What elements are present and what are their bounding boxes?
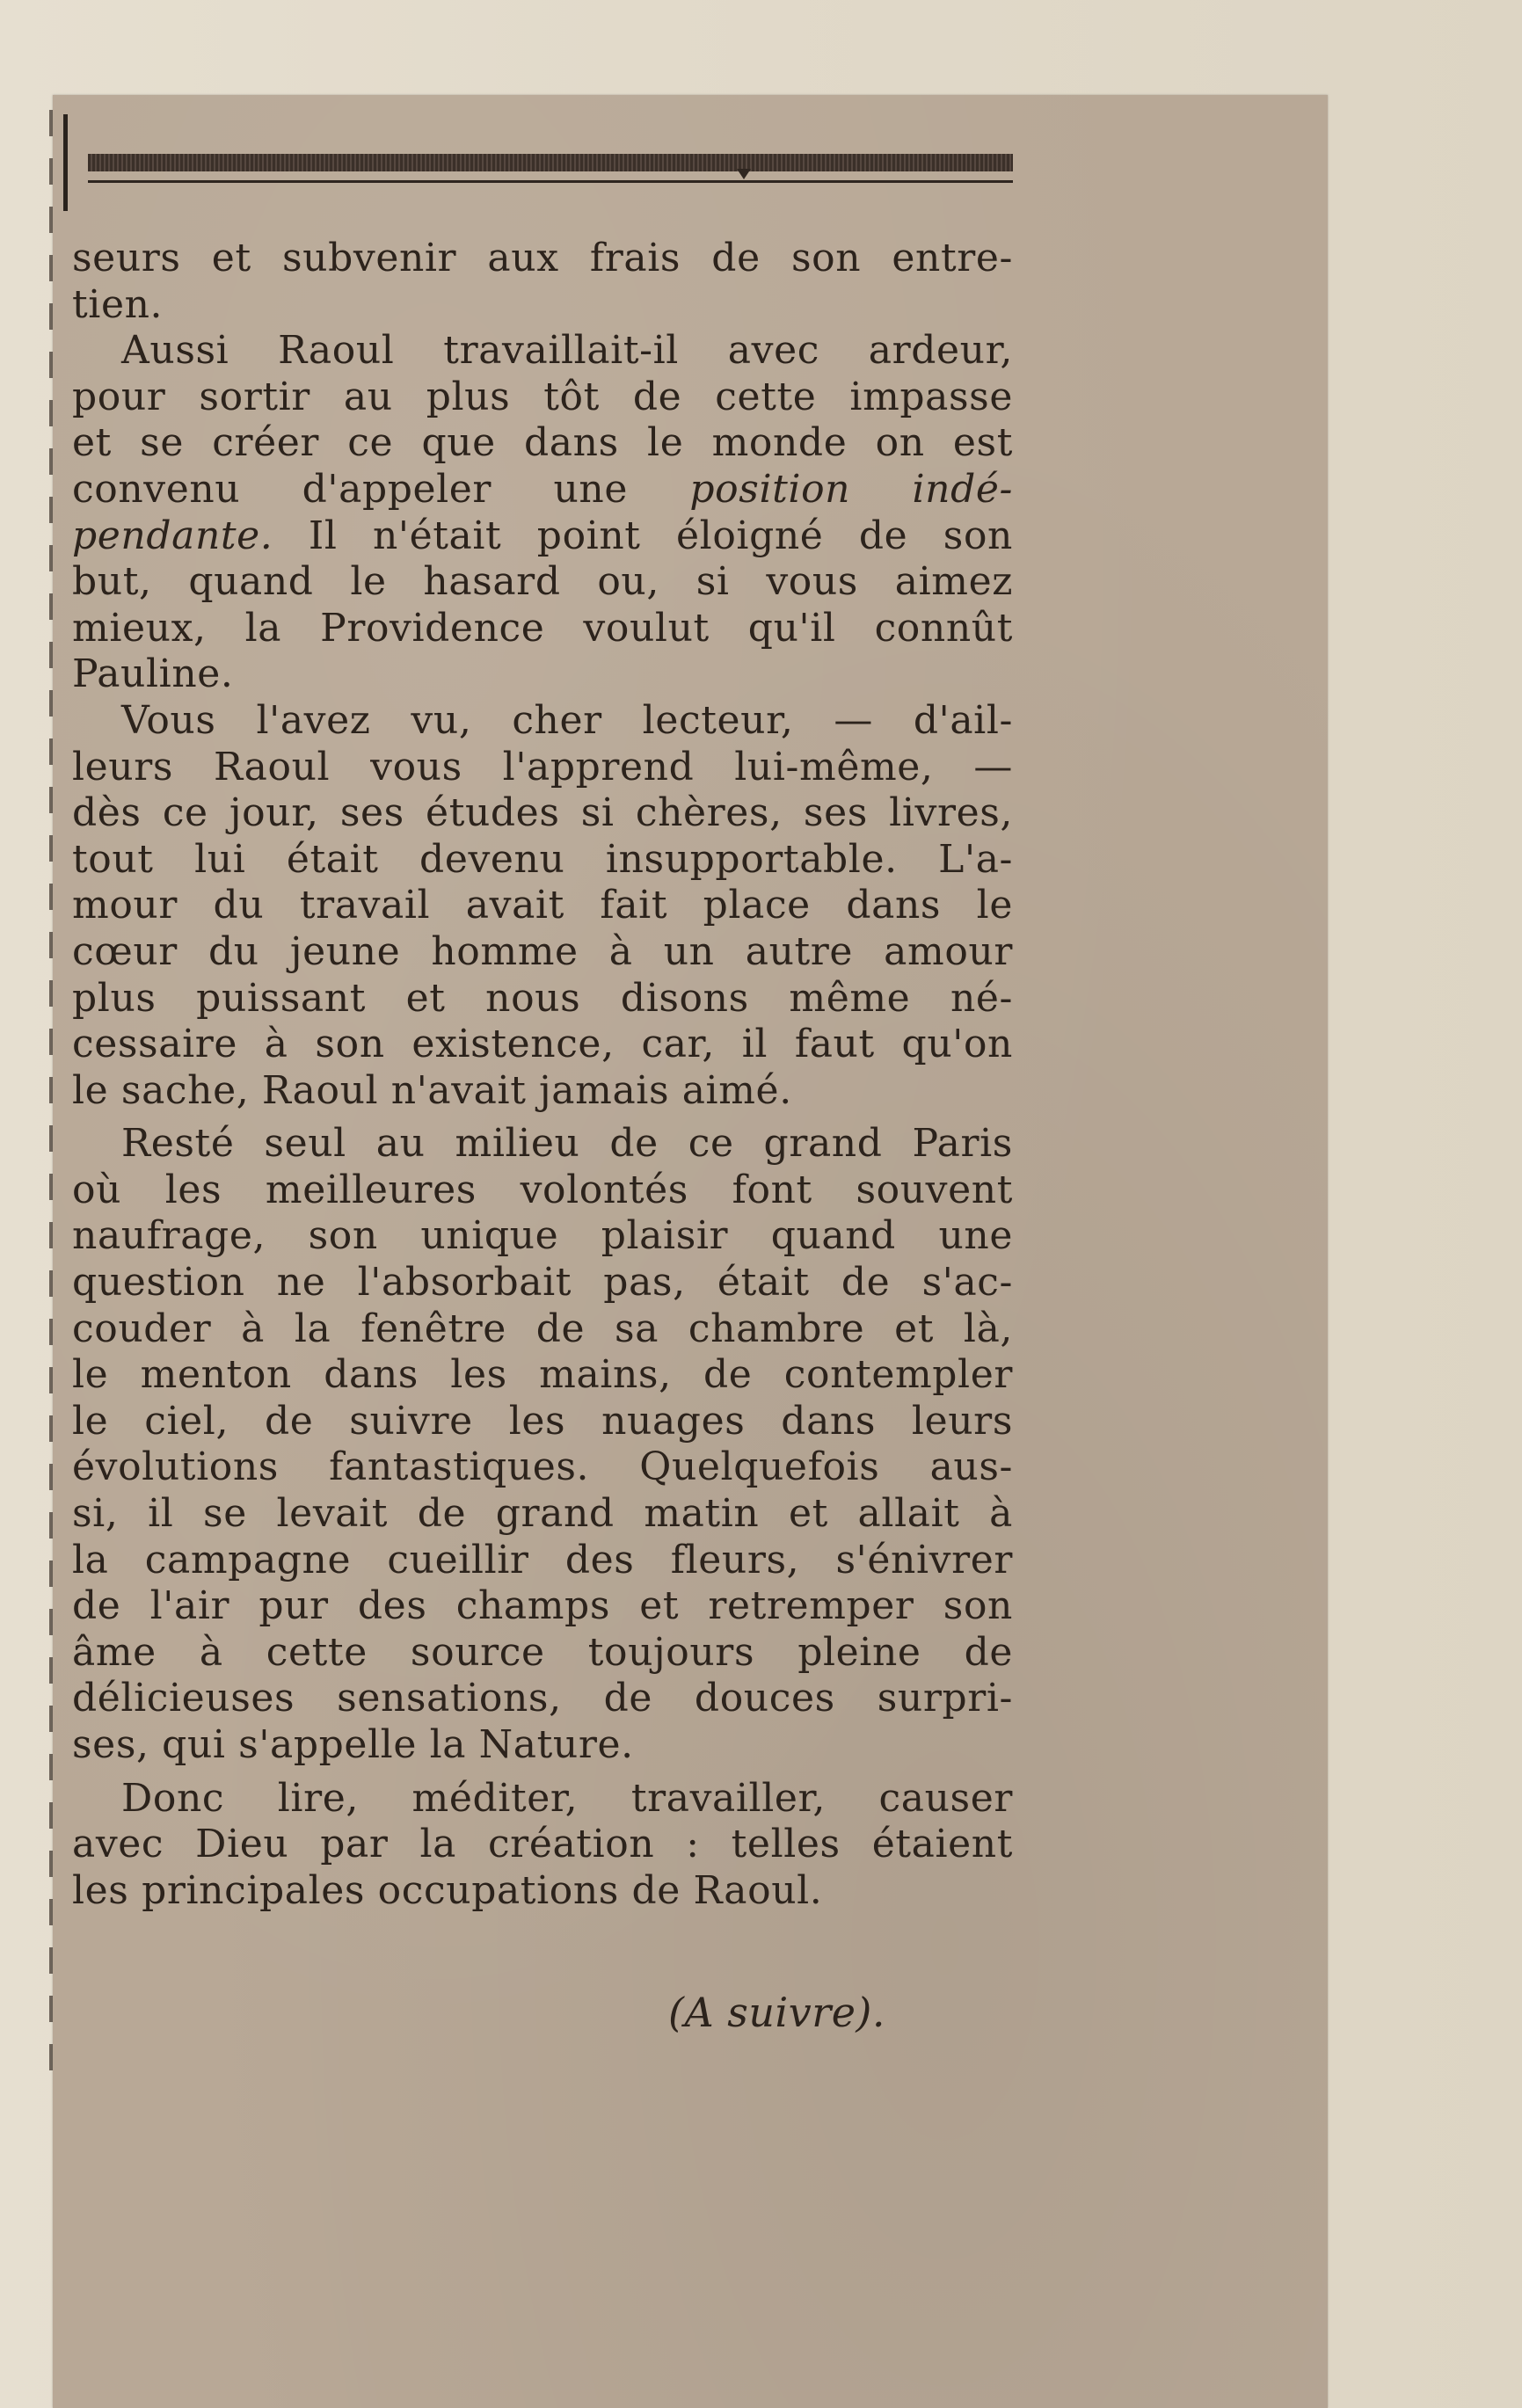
text-line: cessaire à son existence, car, il faut qu'on	[72, 1022, 1013, 1067]
text-line: Vous l'avez vu, cher lecteur, — d'ail-	[121, 697, 1013, 743]
text-line: but, quand le hasard ou, si vous aimez	[72, 559, 1013, 605]
text-line: couder à la fenêtre de sa chambre et là,	[72, 1306, 1013, 1351]
text-line: naufrage, son unique plaisir quand une	[72, 1213, 1013, 1259]
paragraph-2	[72, 328, 1013, 698]
header-rule	[88, 154, 1013, 171]
text-line: seurs et subvenir aux frais de son entre-	[72, 236, 1013, 280]
text-line: et se créer ce que dans le monde on est	[72, 420, 1013, 466]
column-edge-marks	[49, 110, 53, 2079]
paragraph-1	[72, 236, 1013, 328]
text-line: dès ce jour, ses études si chères, ses livres,	[72, 790, 1013, 836]
signoff-text: (A suivre).	[668, 1989, 885, 2036]
text-line: cœur du jeune homme à un autre amour	[72, 928, 1013, 974]
text-line-italic: pendante. Il n'était point éloigné de son	[72, 513, 1013, 558]
text-line: avec Dieu par la création : telles étaient	[72, 1822, 1013, 1867]
to-be-continued	[668, 1989, 885, 2036]
article-text	[72, 236, 1013, 1914]
header-rule-thin	[88, 180, 1013, 183]
text-line: tout lui était devenu insupportable. L'a-	[72, 836, 1013, 882]
italic-phrase: position indé-	[689, 466, 1013, 512]
text-line: pour sortir au plus tôt de cette impasse	[72, 374, 1013, 419]
text-line: Resté seul au milieu de ce grand Paris	[121, 1121, 1013, 1167]
text-line: ses, qui s'appelle la Nature.	[72, 1722, 634, 1767]
text-line: les principales occupations de Raoul.	[72, 1867, 823, 1913]
text-line: Pauline.	[72, 651, 234, 697]
text-line: le menton dans les mains, de contempler	[72, 1352, 1013, 1398]
text-line: Donc lire, méditer, travailler, causer	[121, 1775, 1013, 1821]
text-line: le sache, Raoul n'avait jamais aimé.	[72, 1067, 792, 1113]
text-line: où les meilleures volontés font souvent	[72, 1167, 1013, 1212]
text-line: de l'air pur des champs et retremper son	[72, 1583, 1013, 1629]
paragraph-4	[72, 1121, 1013, 1768]
text-line: évolutions fantastiques. Quelquefois aus-	[72, 1444, 1013, 1490]
text-line: Aussi Raoul travaillait-il avec ardeur,	[121, 328, 1013, 374]
text-line: si, il se levait de grand matin et allait à	[72, 1491, 1013, 1537]
paragraph-3	[72, 698, 1013, 1114]
column-edge-tick	[63, 114, 68, 211]
text-line: plus puissant et nous disons même né-	[72, 975, 1013, 1021]
text-line: leurs Raoul vous l'apprend lui-même, —	[72, 744, 1013, 789]
text-line: mieux, la Providence voulut qu'il connût	[72, 605, 1013, 651]
text-line: délicieuses sensations, de douces surpri-	[72, 1676, 1013, 1721]
text-line: le ciel, de suivre les nuages dans leurs	[72, 1398, 1013, 1444]
text-line-italic: convenu d'appeler une position indé-	[72, 466, 1013, 512]
italic-phrase: pendante.	[72, 513, 273, 558]
text-line: âme à cette source toujours pleine de	[72, 1629, 1013, 1675]
text-line: mour du travail avait fait place dans le	[72, 883, 1013, 928]
text-line: la campagne cueillir des fleurs, s'énivrer	[72, 1537, 1013, 1582]
text-line: tien.	[72, 281, 164, 327]
text-line: question ne l'absorbait pas, était de s'ac-	[72, 1260, 1013, 1306]
paragraph-5	[72, 1776, 1013, 1915]
